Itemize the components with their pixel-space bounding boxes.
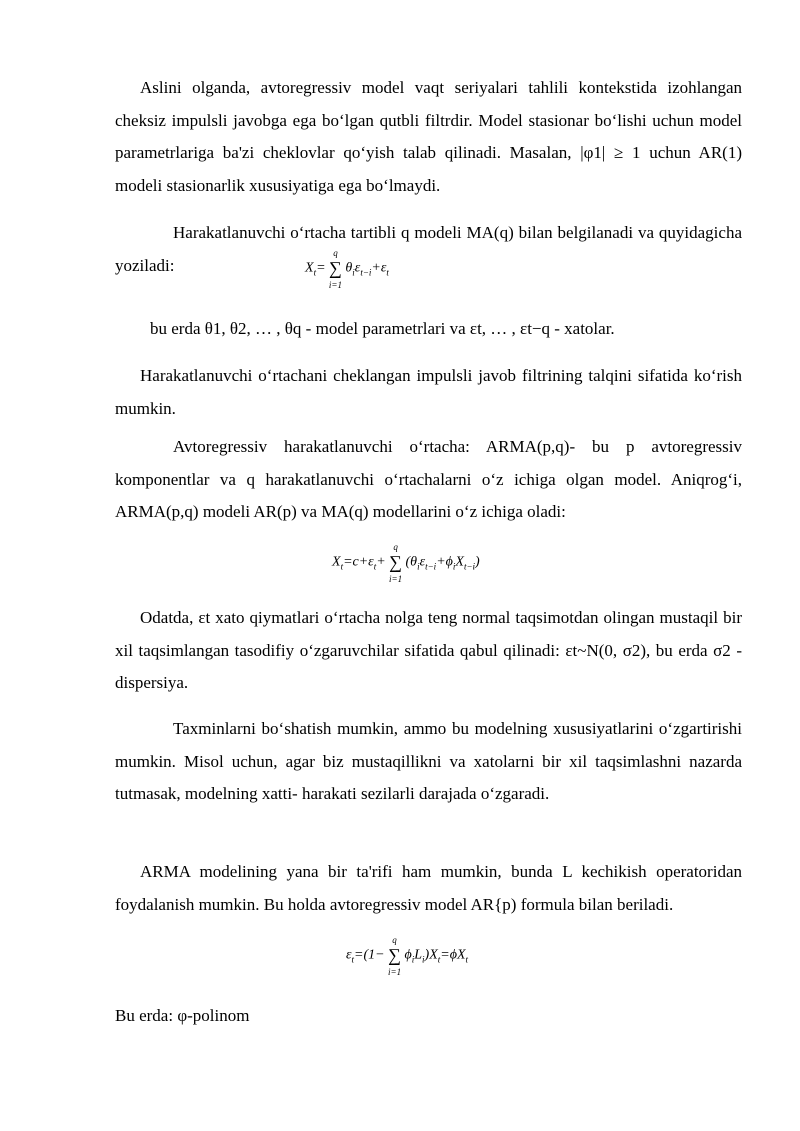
paragraph-ar-intro: Aslini olganda, avtoregressiv model vaqt seriyalari tahlili kontekstida izohlangan cheksiz impulsli javobga ega bo‘lgan qutbli filtrdir. Model stasionar bo‘lishi uchun model parametrlariga ba'zi cheklovlar qo‘yish talab qilinadi. Masalan, |φ1| ≥ 1 uchun AR(1) modeli stasionarlik xususiyatiga ega bo‘lmaydi.	[115, 78, 742, 195]
paragraph-ma-filter: Harakatlanuvchi o‘rtachani cheklangan impulsli javob filtrining talqini sifatida ko‘rish mumkin.	[115, 366, 742, 418]
formula-ma: $X_t=$ ∑ q i=1 $\theta_i\varepsilon_{t-i}+\varepsilon_t$	[305, 248, 389, 290]
paragraph-arma-def: Avtoregressiv harakatlanuvchi o‘rtacha: ARMA(p,q)- bu p avtoregressiv komponentlar va q harakatlanuvchi o‘rtachalarni o‘z ichiga olgan model. Aniqrog‘i, ARMA(p,q) modeli AR(p) va MA(q) modellarini o‘z ichiga oladi:	[115, 437, 742, 521]
paragraph-ma-params: bu erda θ1, θ2, … , θq - model parametrlari va εt, … , εt−q - xatolar.	[150, 319, 615, 338]
paragraph-errors: Odatda, εt xato qiymatlari o‘rtacha nolga teng normal taqsimotdan olingan mustaqil bir xil taqsimlangan tasodifiy o‘zgaruvchilar sifatida qabul qilinadi: εt~N(0, σ2), bu erda σ2 - dispersiya.	[115, 608, 742, 692]
paragraph-ma-def: Harakatlanuvchi o‘rtacha tartibli q modeli MA(q) bilan belgilanadi va quyidagicha yoziladi:	[115, 223, 742, 275]
formula-lag: $\varepsilon_t=(1-$ ∑ q i=1 $\phi_iL_i)X_t=\phi X_t$	[346, 935, 469, 977]
formula-arma: $X_t=c+\varepsilon_t+$ ∑ q i=1 $(\theta_i\varepsilon_{t-i}+\phi_iX_{t-i})$	[332, 542, 480, 584]
paragraph-assumptions: Taxminlarni bo‘shatish mumkin, ammo bu modelning xususiyatlarini o‘zgartirishi mumkin. Misol uchun, agar biz mustaqillikni va xatolarni bir xil taqsimlashni nazarda tutmasak, modelning xatti- harakati sezilarli darajada o‘zgaradi.	[115, 719, 742, 803]
paragraph-polinom: Bu erda: φ-polinom	[115, 1006, 250, 1025]
paragraph-lag-operator: ARMA modelining yana bir ta'rifi ham mumkin, bunda L kechikish operatoridan foydalanish mumkin. Bu holda avtoregressiv model AR{p) formula bilan beriladi.	[115, 862, 742, 914]
